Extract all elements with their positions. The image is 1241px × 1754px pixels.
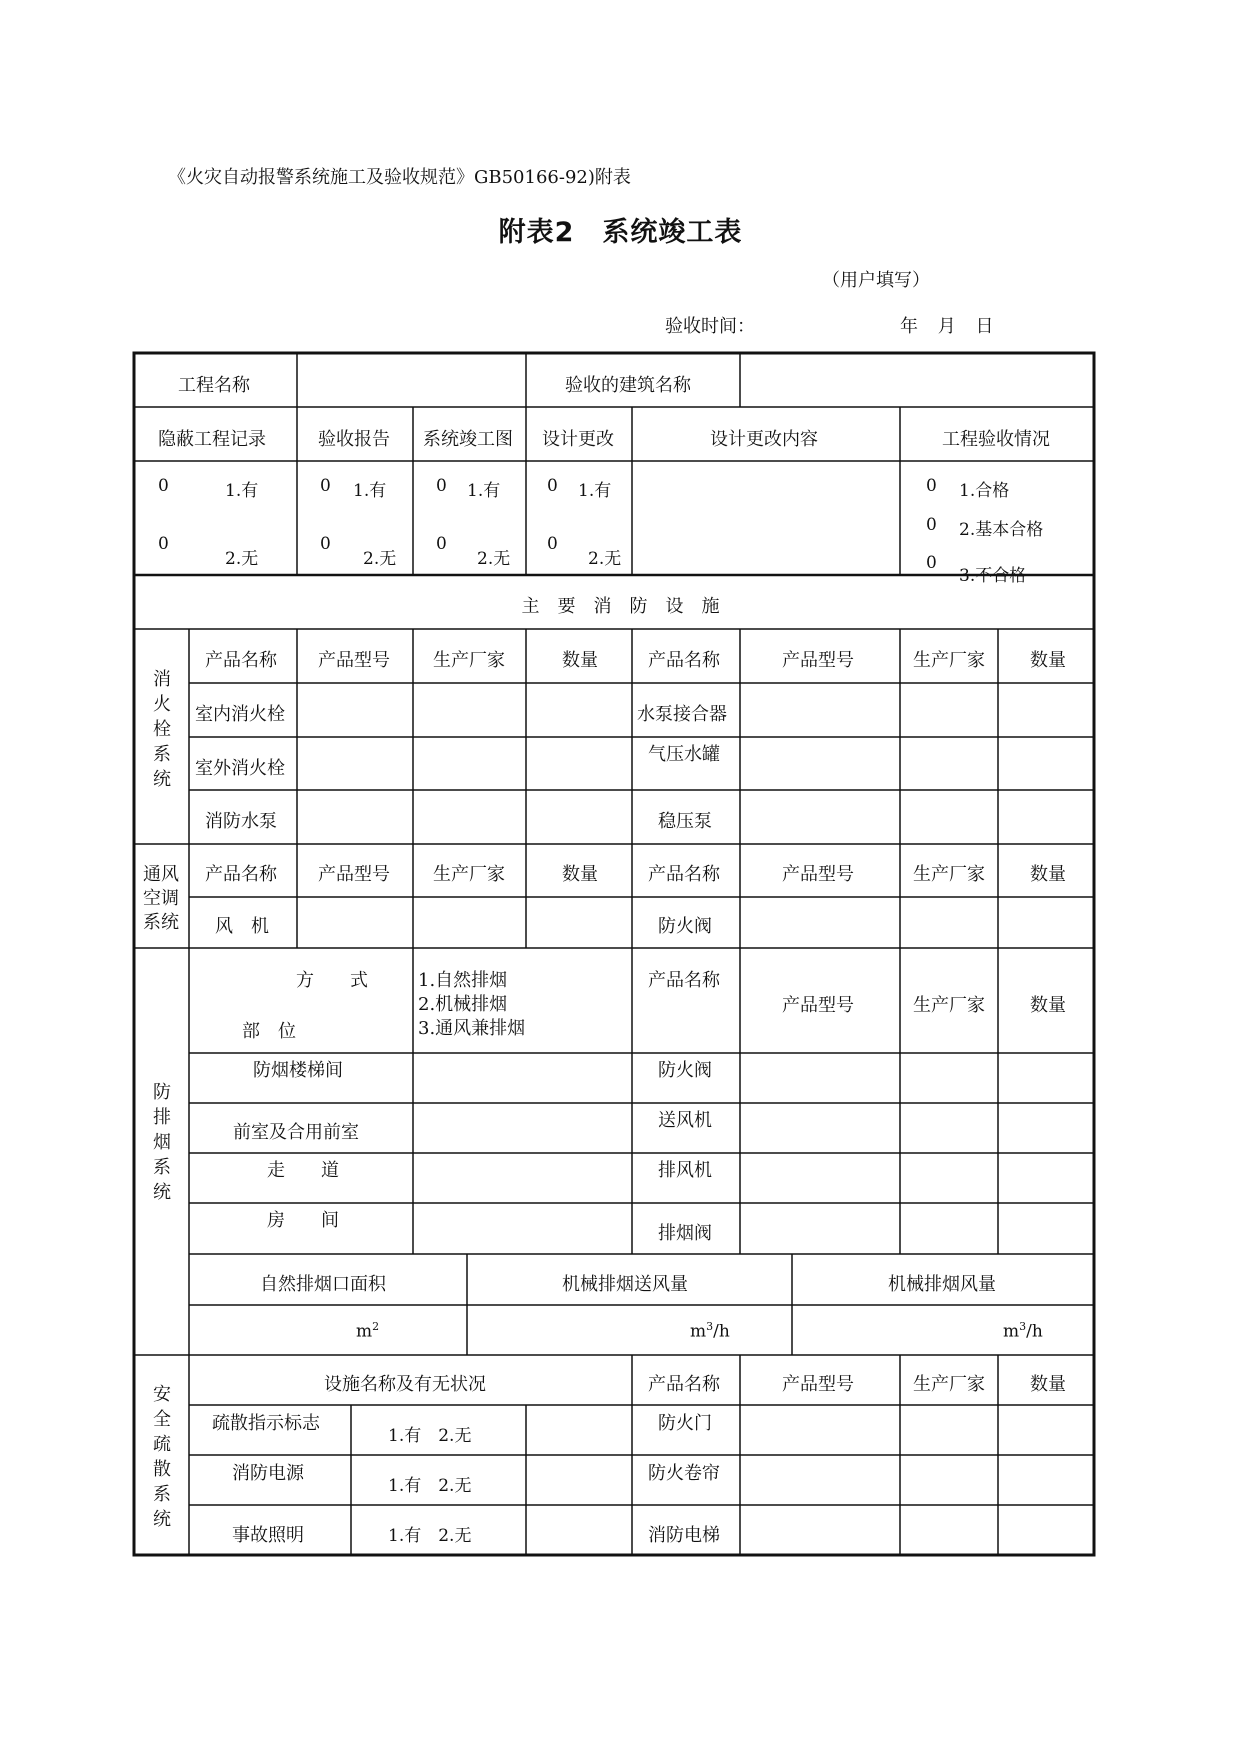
location-corridor: 走 道 xyxy=(267,1160,339,1181)
item-outdoor-hydrant: 室外消火栓 xyxy=(195,758,285,779)
item-fire-damper-smoke: 防火阀 xyxy=(658,1060,712,1081)
evac-col-product-model: 产品型号 xyxy=(782,1374,854,1395)
item-fire-elevator: 消防电梯 xyxy=(648,1525,720,1546)
fire-power-options: 1.有 2.无 xyxy=(388,1476,472,1496)
report-option-yes: 1.有 xyxy=(353,481,387,501)
item-fire-door: 防火门 xyxy=(658,1413,712,1434)
hvac-col-manufacturer-right: 生产厂家 xyxy=(913,864,985,885)
hydrant-col-product-model-right: 产品型号 xyxy=(782,650,854,671)
status-checkbox-fail[interactable]: 0 xyxy=(926,553,937,573)
hvac-col-product-name: 产品名称 xyxy=(205,864,277,885)
item-fire-shutter: 防火卷帘 xyxy=(648,1463,720,1484)
item-fire-pump: 消防水泵 xyxy=(205,811,277,832)
acceptance-status-header: 工程验收情况 xyxy=(942,429,1050,450)
design-change-checkbox-yes[interactable]: 0 xyxy=(547,476,558,496)
smoke-mode-option-1: 1.自然排烟 xyxy=(418,970,508,991)
mech-supply-air-label: 机械排烟送风量 xyxy=(562,1274,688,1295)
status-option-basic: 2.基本合格 xyxy=(959,520,1044,540)
report-checkbox-yes[interactable]: 0 xyxy=(320,476,331,496)
smoke-col-manufacturer: 生产厂家 xyxy=(913,995,985,1016)
design-change-option-yes: 1.有 xyxy=(578,481,612,501)
evac-col-manufacturer: 生产厂家 xyxy=(913,1374,985,1395)
hvac-col-product-model: 产品型号 xyxy=(318,864,390,885)
design-change-option-no: 2.无 xyxy=(588,549,622,569)
drawing-option-no: 2.无 xyxy=(477,549,511,569)
report-option-no: 2.无 xyxy=(363,549,397,569)
hydrant-col-quantity-right: 数量 xyxy=(1030,650,1066,671)
item-exhaust-fan: 排风机 xyxy=(658,1160,712,1181)
smoke-mode-option-2: 2.机械排烟 xyxy=(418,994,508,1015)
drawing-checkbox-yes[interactable]: 0 xyxy=(436,476,447,496)
hvac-col-quantity-right: 数量 xyxy=(1030,864,1066,885)
smoke-mode-label: 方 式 xyxy=(296,970,368,991)
status-checkbox-pass[interactable]: 0 xyxy=(926,476,937,496)
hvac-col-quantity: 数量 xyxy=(562,864,598,885)
hvac-col-manufacturer: 生产厂家 xyxy=(433,864,505,885)
item-indoor-hydrant: 室内消火栓 xyxy=(195,704,285,725)
hidden-works-checkbox-yes[interactable]: 0 xyxy=(158,476,169,496)
unit-m3h-supply: $m^3/h$ xyxy=(690,1320,730,1342)
document-title: 附表2 系统竣工表 xyxy=(498,217,743,248)
smoke-col-quantity: 数量 xyxy=(1030,995,1066,1016)
status-option-pass: 1.合格 xyxy=(959,481,1010,501)
hvac-col-product-model-right: 产品型号 xyxy=(782,864,854,885)
item-fan: 风 机 xyxy=(215,916,269,937)
item-pump-adapter: 水泵接合器 xyxy=(637,704,727,725)
hydrant-col-manufacturer: 生产厂家 xyxy=(433,650,505,671)
hydrant-col-product-name-right: 产品名称 xyxy=(648,650,720,671)
hvac-label-1: 通风 xyxy=(143,864,179,885)
evac-sign-options: 1.有 2.无 xyxy=(388,1426,472,1446)
design-change-header: 设计更改 xyxy=(542,429,614,450)
hidden-works-option-yes: 1.有 xyxy=(225,481,259,501)
evac-system-label: 安全疏散系统 xyxy=(153,1384,171,1530)
status-option-fail: 3.不合格 xyxy=(959,566,1027,586)
as-built-drawing-header: 系统竣工图 xyxy=(423,429,513,450)
facility-status-header: 设施名称及有无状况 xyxy=(324,1374,486,1395)
smoke-col-product-name: 产品名称 xyxy=(648,970,720,991)
location-smoke-stair: 防烟楼梯间 xyxy=(253,1060,343,1081)
smoke-mode-option-3: 3.通风兼排烟 xyxy=(418,1018,526,1039)
report-checkbox-no[interactable]: 0 xyxy=(320,534,331,554)
hvac-label-2: 空调 xyxy=(143,888,179,909)
hidden-works-option-no: 2.无 xyxy=(225,549,259,569)
evac-col-product-name: 产品名称 xyxy=(648,1374,720,1395)
acceptance-report-header: 验收报告 xyxy=(318,429,390,450)
smoke-col-product-model: 产品型号 xyxy=(782,995,854,1016)
item-evac-sign: 疏散指示标志 xyxy=(212,1413,320,1434)
location-front-room: 前室及合用前室 xyxy=(233,1122,359,1143)
hvac-label-3: 系统 xyxy=(143,912,179,933)
evac-col-quantity: 数量 xyxy=(1030,1374,1066,1395)
hvac-col-product-name-right: 产品名称 xyxy=(648,864,720,885)
hidden-works-header: 隐蔽工程记录 xyxy=(158,429,266,450)
project-name-label: 工程名称 xyxy=(178,375,250,396)
natural-smoke-area-label: 自然排烟口面积 xyxy=(260,1274,386,1295)
acceptance-date-units: 年 月 日 xyxy=(900,316,994,337)
drawing-option-yes: 1.有 xyxy=(467,481,501,501)
item-supply-fan: 送风机 xyxy=(658,1110,712,1131)
item-pressure-tank: 气压水罐 xyxy=(648,744,720,765)
hydrant-col-product-name: 产品名称 xyxy=(205,650,277,671)
emergency-light-options: 1.有 2.无 xyxy=(388,1526,472,1546)
item-smoke-valve: 排烟阀 xyxy=(658,1223,712,1244)
hydrant-col-product-model: 产品型号 xyxy=(318,650,390,671)
hydrant-col-quantity: 数量 xyxy=(562,650,598,671)
drawing-checkbox-no[interactable]: 0 xyxy=(436,534,447,554)
acceptance-status-options xyxy=(902,463,1092,586)
unit-m3h-exhaust: $m^3/h$ xyxy=(1003,1320,1043,1342)
hidden-works-checkbox-no[interactable]: 0 xyxy=(158,534,169,554)
design-change-checkbox-no[interactable]: 0 xyxy=(547,534,558,554)
location-room: 房 间 xyxy=(267,1210,339,1231)
building-name-label: 验收的建筑名称 xyxy=(565,375,691,396)
item-stabilizer-pump: 稳压泵 xyxy=(658,811,712,832)
acceptance-time-label: 验收时间： xyxy=(665,316,755,337)
filled-by-note: （用户填写） xyxy=(822,270,930,291)
unit-m2: $m^2$ xyxy=(356,1320,380,1342)
document-reference: 《火灾自动报警系统施工及验收规范》GB50166-92)附表 xyxy=(168,167,631,188)
smoke-location-label: 部 位 xyxy=(242,1021,296,1042)
design-change-content-header: 设计更改内容 xyxy=(710,429,818,450)
mech-exhaust-air-label: 机械排烟风量 xyxy=(888,1274,996,1295)
item-emergency-light: 事故照明 xyxy=(232,1525,304,1546)
main-facilities-heading: 主 要 消 防 设 施 xyxy=(521,596,720,617)
status-checkbox-basic[interactable]: 0 xyxy=(926,515,937,535)
hydrant-system-label: 消火栓系统 xyxy=(153,669,171,790)
item-fire-damper-hvac: 防火阀 xyxy=(658,916,712,937)
item-fire-power: 消防电源 xyxy=(232,1463,304,1484)
smoke-system-label: 防排烟系统 xyxy=(153,1082,171,1203)
hydrant-col-manufacturer-right: 生产厂家 xyxy=(913,650,985,671)
